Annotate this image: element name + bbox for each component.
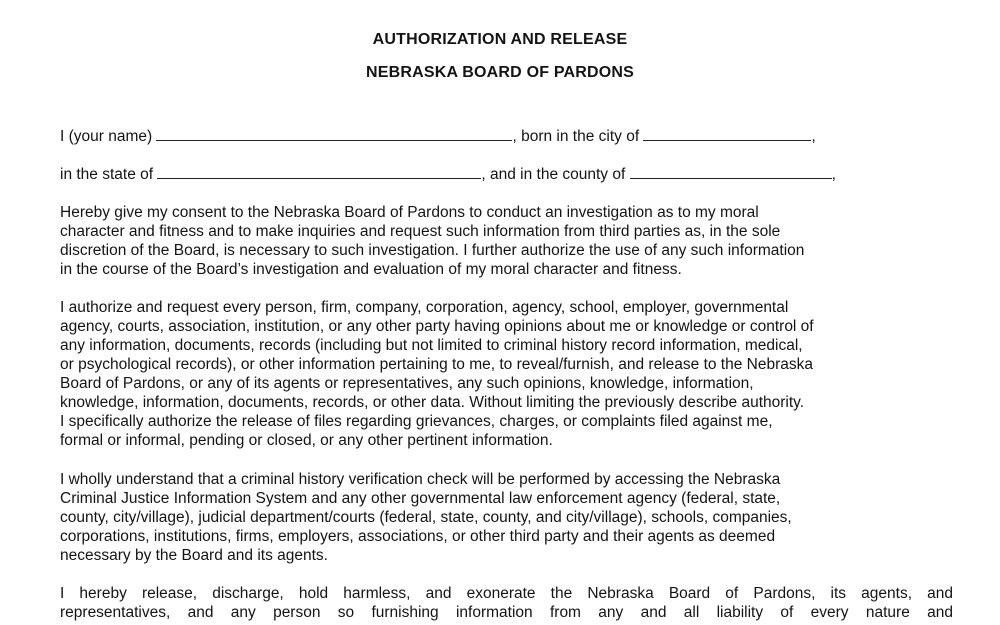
paragraph-line: corporations, institutions, firms, employers, associations, or other third party and their agents as deemed [60,528,776,545]
city-label: , born in the city of [512,128,640,145]
name-blank[interactable] [156,126,512,141]
paragraph-line: county, city/village), judicial department/courts (federal, state, county, and city/village), schools, companies, [60,509,792,526]
paragraph-line: knowledge, information, documents, records, or other data. Without limiting the previously describe authority. [60,394,805,411]
paragraph-line: I authorize and request every person, firm, company, corporation, agency, school, employer, governmental [60,299,789,316]
paragraph-line: formal or informal, pending or closed, or any other pertinent information. [60,432,553,449]
paragraph-line: in the course of the Board’s investigation and evaluation of my moral character and fitness. [60,261,682,278]
name-label: I (your name) [60,128,153,145]
city-blank[interactable] [643,126,811,141]
paragraph-line: any information, documents, records (including but not limited to criminal history record information, medical, [60,337,803,354]
paragraph-line: character and fitness and to make inquiries and request such information from third parties as, in the sole [60,223,781,240]
release-paragraph [60,584,953,622]
row1-end: , [811,128,816,145]
verification-paragraph [60,470,953,565]
county-label: , and in the county of [481,166,626,183]
document-title: AUTHORIZATION AND RELEASE [372,31,628,48]
state-label: in the state of [60,166,154,183]
paragraph-line: I hereby release, discharge, hold harmless, and exonerate the Nebraska Board of Pardons, its agents, and [60,585,953,602]
row2-end: , [831,166,836,183]
state-county-row [60,164,836,184]
paragraph-line: necessary by the Board and its agents. [60,547,328,564]
paragraph-line: I wholly understand that a criminal history verification check will be performed by accessing the Nebraska [60,471,781,488]
authorization-paragraph [60,298,953,450]
county-blank[interactable] [630,164,832,179]
name-city-row [60,126,816,146]
paragraph-line: or psychological records), or other information pertaining to me, to reveal/furnish, and release to the Nebraska [60,356,813,373]
document-subtitle: NEBRASKA BOARD OF PARDONS [365,64,635,81]
consent-paragraph [60,203,953,279]
paragraph-line: Criminal Justice Information System and any other governmental law enforcement agency (federal, state, [60,490,781,507]
paragraph-line: agency, courts, association, institution, or any other party having opinions about me or knowledge or control of [60,318,814,335]
paragraph-line: I specifically authorize the release of files regarding grievances, charges, or complaints filed against me, [60,413,773,430]
paragraph-line: discretion of the Board, is necessary to such investigation. I further authorize the use of any such information [60,242,805,259]
paragraph-line: Hereby give my consent to the Nebraska Board of Pardons to conduct an investigation as to my moral [60,204,759,221]
paragraph-line: representatives, and any person so furnishing information from any and all liability of every nature and [60,604,953,621]
paragraph-line: Board of Pardons, or any of its agents or representatives, any such opinions, knowledge, information, [60,375,754,392]
state-blank[interactable] [157,164,481,179]
